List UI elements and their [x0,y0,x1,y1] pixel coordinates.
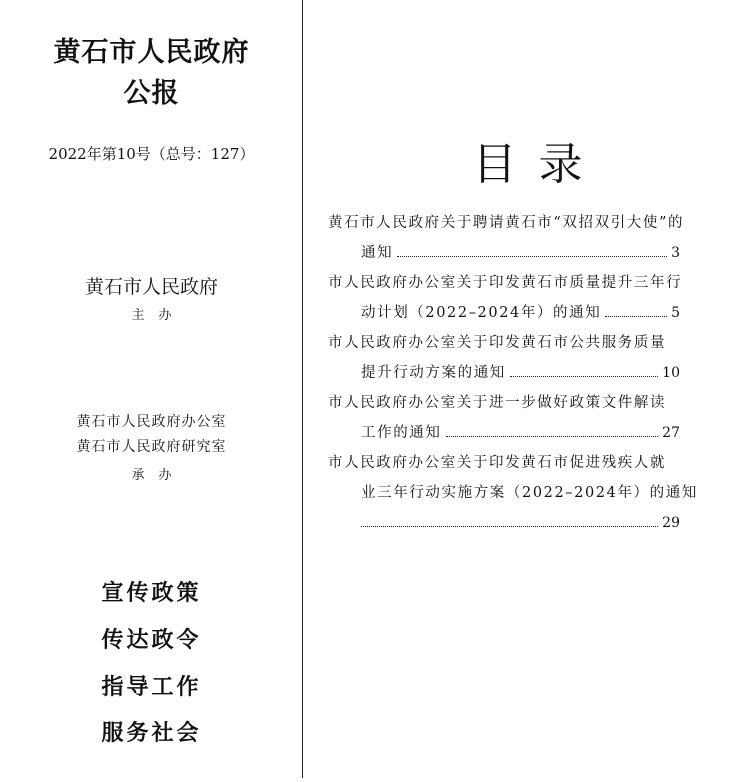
toc-entry-continuation [328,358,680,388]
vertical-divider [302,0,303,778]
leader-dots [361,526,658,527]
toc-entry-title: 市人民政府办公室关于进一步做好政策文件解读 [328,395,667,411]
toc-entry-title: 市人民政府办公室关于印发黄石市公共服务质量 [328,335,667,351]
organizer-research: 黄石市人民政府研究室 [76,439,227,455]
sponsor-role: 主办 [131,308,186,323]
toc-page-number: 5 [671,305,680,321]
slogan-4: 服务社会 [101,720,202,746]
toc-page-number: 27 [662,425,680,441]
leader-dots [605,316,667,317]
leader-dots [397,256,667,257]
toc-page-number: 3 [671,245,680,261]
table-of-contents-panel [304,0,751,782]
gazette-title: 黄石市人民政府 [53,37,250,68]
toc-entry[interactable] [328,388,680,448]
toc-entry-title: 市人民政府办公室关于印发黄石市促进残疾人就 [328,455,667,471]
organizer-office: 黄石市人民政府办公室 [76,414,227,430]
toc-entry[interactable] [328,208,685,268]
toc-entry-continuation [328,298,680,328]
organizer-role: 承办 [131,468,186,483]
toc-entry-title: 市人民政府办公室关于印发黄石市质量提升三年行 [328,275,683,291]
slogan-3: 指导工作 [101,674,202,700]
toc-entry-title-cont: 动计划（2022–2024年）的通知 [361,305,602,321]
toc-list [328,208,698,538]
toc-entry-title-cont: 提升行动方案的通知 [361,365,506,381]
issue-number: 2022年第10号（总号：127） [48,145,255,163]
gazette-subtitle: 公报 [123,78,180,109]
toc-entry-continuation [328,418,680,448]
toc-title: 目录 [472,139,605,190]
slogan-2: 传达政令 [101,627,202,653]
toc-page-number: 29 [662,515,680,531]
toc-entry-continuation [328,238,680,268]
sponsor-name: 黄石市人民政府 [84,276,218,298]
toc-entry[interactable] [328,448,698,538]
toc-page-number: 10 [662,365,680,381]
toc-entry-title: 黄石市人民政府关于聘请黄石市“双招双引大使”的 [328,215,685,231]
toc-entry[interactable] [328,328,680,388]
leader-dots [510,376,658,377]
toc-entry-title-cont: 工作的通知 [361,425,442,441]
toc-entry-title-cont: 通知 [361,245,394,261]
toc-entry-continuation [328,508,680,538]
toc-entry[interactable] [328,268,683,328]
toc-entry-title-cont: 业三年行动实施方案（2022–2024年）的通知 [361,485,698,501]
cover-left-panel [0,0,303,782]
slogan-1: 宣传政策 [101,580,202,606]
leader-dots [446,436,659,437]
